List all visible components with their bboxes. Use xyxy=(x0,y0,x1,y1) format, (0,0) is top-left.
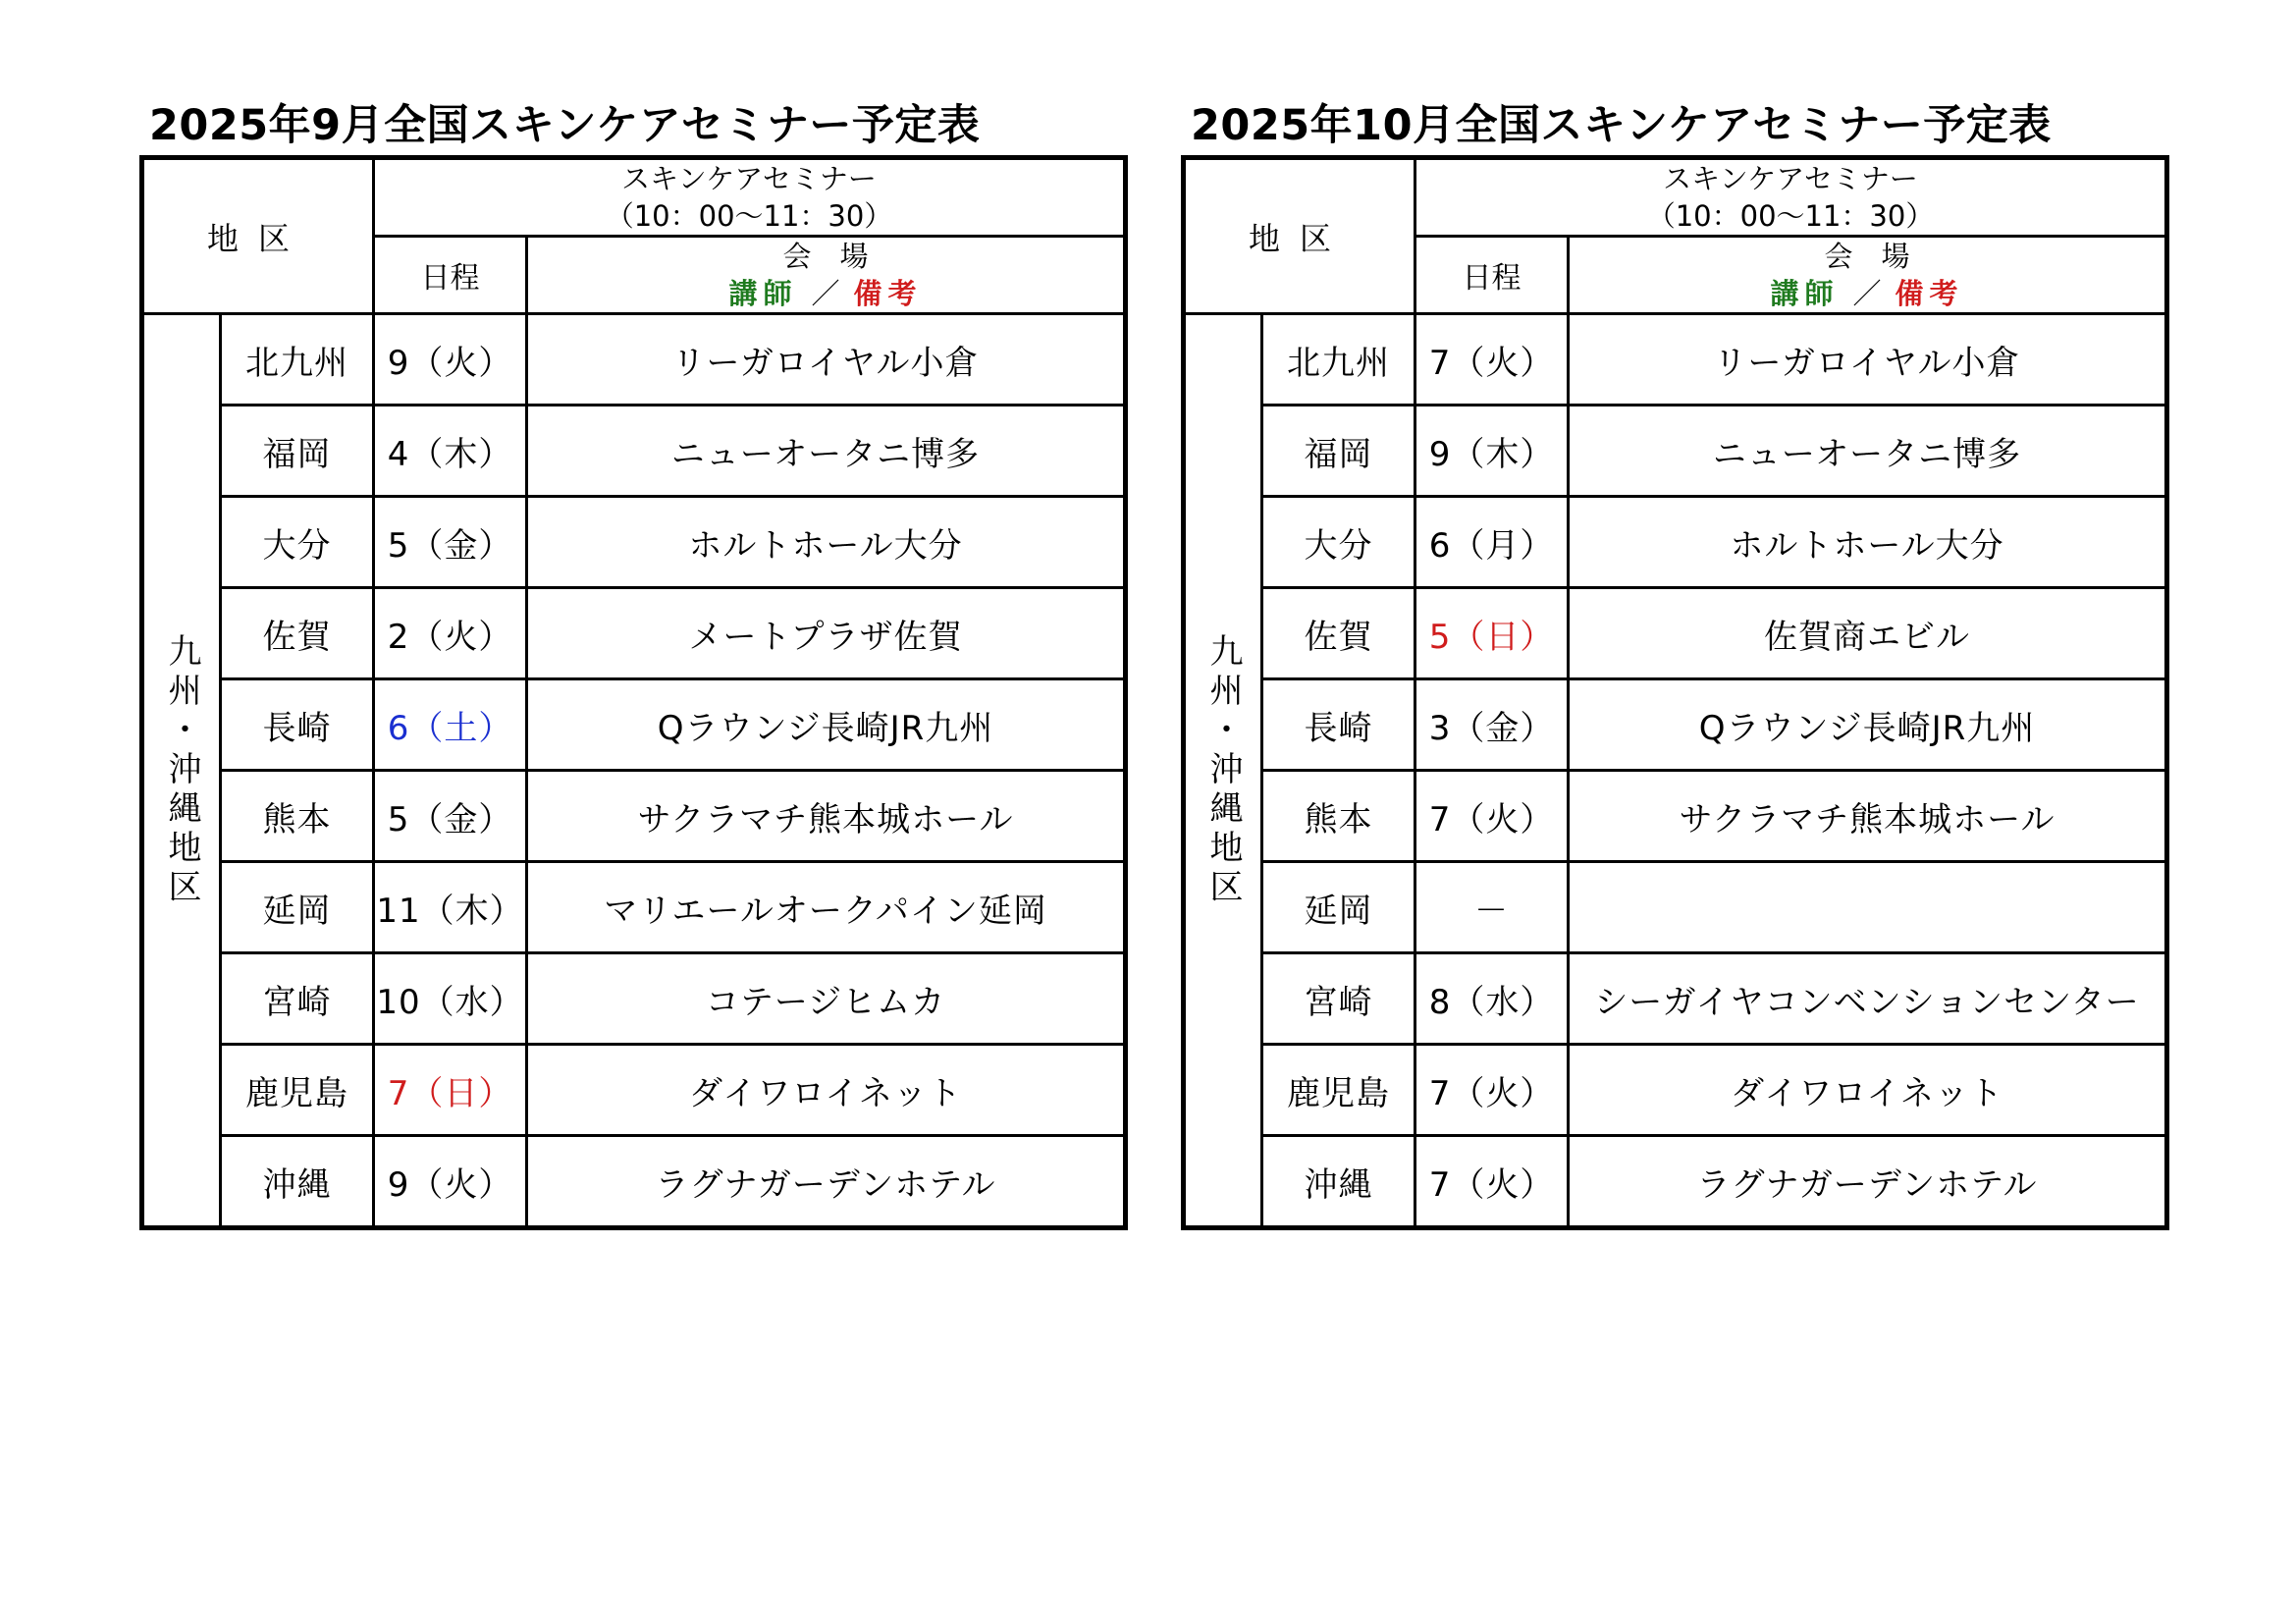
date-cell: 4（木） xyxy=(374,406,527,497)
schedule-row xyxy=(142,588,1126,679)
schedule-table xyxy=(1181,155,2169,1230)
venue-cell: リーガロイヤル小倉 xyxy=(527,314,1126,406)
city-cell: 北九州 xyxy=(1262,314,1415,406)
header-date: 日程 xyxy=(1415,237,1569,314)
venue-cell: 佐賀商エビル xyxy=(1569,588,2167,679)
venue-cell: コテージヒムカ xyxy=(527,953,1126,1045)
schedule-row xyxy=(1184,406,2167,497)
schedule-row xyxy=(1184,953,2167,1045)
city-cell: 鹿児島 xyxy=(221,1045,374,1136)
venue-cell: ラグナガーデンホテル xyxy=(1569,1136,2167,1228)
header-area: 地区 xyxy=(1184,158,1415,314)
header-seminar-time: （10：00～11：30） xyxy=(605,199,893,233)
venue-cell: ダイワロイネット xyxy=(1569,1045,2167,1136)
schedule-row xyxy=(142,406,1126,497)
schedule-row xyxy=(1184,862,2167,953)
date-cell: 5（日） xyxy=(1415,588,1569,679)
schedule-row xyxy=(1184,314,2167,406)
city-cell: 福岡 xyxy=(1262,406,1415,497)
venue-cell: リーガロイヤル小倉 xyxy=(1569,314,2167,406)
date-cell: － xyxy=(1415,862,1569,953)
venue-cell: ホルトホール大分 xyxy=(527,497,1126,588)
schedule-row xyxy=(142,679,1126,771)
header-slash: ／ xyxy=(1852,277,1882,310)
city-cell: 佐賀 xyxy=(1262,588,1415,679)
date-cell: 9（火） xyxy=(374,1136,527,1228)
schedule-row xyxy=(1184,771,2167,862)
venue-cell: サクラマチ熊本城ホール xyxy=(527,771,1126,862)
date-cell: 10（水） xyxy=(374,953,527,1045)
venue-cell: Qラウンジ長崎JR九州 xyxy=(527,679,1126,771)
schedule-row xyxy=(142,771,1126,862)
city-cell: 宮崎 xyxy=(1262,953,1415,1045)
header-seminar-title: スキンケアセミナー xyxy=(621,162,877,195)
schedule-row xyxy=(142,862,1126,953)
city-cell: 熊本 xyxy=(1262,771,1415,862)
schedule-row xyxy=(1184,679,2167,771)
date-cell: 2（火） xyxy=(374,588,527,679)
venue-cell: ニューオータニ博多 xyxy=(1569,406,2167,497)
header-seminar-title: スキンケアセミナー xyxy=(1663,162,1918,195)
header-venue xyxy=(1569,237,2167,314)
date-cell: 6（月） xyxy=(1415,497,1569,588)
city-cell: 大分 xyxy=(221,497,374,588)
schedule-row xyxy=(1184,1045,2167,1136)
header-note: 備考 xyxy=(853,277,923,310)
schedule-row xyxy=(142,1045,1126,1136)
header-seminar xyxy=(1415,158,2167,237)
city-cell: 福岡 xyxy=(221,406,374,497)
city-cell: 宮崎 xyxy=(221,953,374,1045)
date-cell: 9（木） xyxy=(1415,406,1569,497)
venue-cell: ホルトホール大分 xyxy=(1569,497,2167,588)
city-cell: 長崎 xyxy=(221,679,374,771)
schedule-september xyxy=(139,96,1123,1230)
venue-cell: ダイワロイネット xyxy=(527,1045,1126,1136)
date-cell: 8（水） xyxy=(1415,953,1569,1045)
schedule-table xyxy=(139,155,1128,1230)
date-cell: 7（火） xyxy=(1415,771,1569,862)
header-teacher: 講師 xyxy=(1770,277,1840,310)
date-cell: 11（木） xyxy=(374,862,527,953)
header-teacher-note xyxy=(1570,275,2164,312)
venue-cell: ラグナガーデンホテル xyxy=(527,1136,1126,1228)
header-area: 地区 xyxy=(142,158,374,314)
date-cell: 7（火） xyxy=(1415,1045,1569,1136)
schedule-october xyxy=(1181,96,2164,1230)
header-venue xyxy=(527,237,1126,314)
header-seminar-time: （10：00～11：30） xyxy=(1646,199,1935,233)
header-teacher-note xyxy=(528,275,1123,312)
schedule-title: 2025年10月全国スキンケアセミナー予定表 xyxy=(1191,101,2052,150)
venue-cell: マリエールオークパイン延岡 xyxy=(527,862,1126,953)
venue-cell: サクラマチ熊本城ホール xyxy=(1569,771,2167,862)
schedule-title: 2025年9月全国スキンケアセミナー予定表 xyxy=(149,101,981,150)
city-cell: 佐賀 xyxy=(221,588,374,679)
city-cell: 大分 xyxy=(1262,497,1415,588)
schedule-row xyxy=(142,1136,1126,1228)
city-cell: 長崎 xyxy=(1262,679,1415,771)
header-venue-label: 会 場 xyxy=(1824,240,1910,273)
city-cell: 沖縄 xyxy=(1262,1136,1415,1228)
date-cell: 7（日） xyxy=(374,1045,527,1136)
city-cell: 熊本 xyxy=(221,771,374,862)
venue-cell: Qラウンジ長崎JR九州 xyxy=(1569,679,2167,771)
city-cell: 沖縄 xyxy=(221,1136,374,1228)
venue-cell xyxy=(1569,862,2167,953)
date-cell: 5（金） xyxy=(374,497,527,588)
venue-cell: シーガイヤコンベンションセンター xyxy=(1569,953,2167,1045)
city-cell: 北九州 xyxy=(221,314,374,406)
header-note: 備考 xyxy=(1895,277,1964,310)
city-cell: 鹿児島 xyxy=(1262,1045,1415,1136)
header-date: 日程 xyxy=(374,237,527,314)
schedule-row xyxy=(142,314,1126,406)
schedule-row xyxy=(1184,588,2167,679)
date-cell: 3（金） xyxy=(1415,679,1569,771)
venue-cell: ニューオータニ博多 xyxy=(527,406,1126,497)
venue-cell: メートプラザ佐賀 xyxy=(527,588,1126,679)
schedule-row xyxy=(1184,497,2167,588)
header-venue-label: 会 場 xyxy=(782,240,869,273)
region-label: 九州・沖縄地区 xyxy=(142,314,221,1228)
header-teacher: 講師 xyxy=(728,277,798,310)
date-cell: 5（金） xyxy=(374,771,527,862)
header-seminar xyxy=(374,158,1126,237)
date-cell: 7（火） xyxy=(1415,1136,1569,1228)
schedule-row xyxy=(1184,1136,2167,1228)
date-cell: 7（火） xyxy=(1415,314,1569,406)
date-cell: 6（土） xyxy=(374,679,527,771)
header-slash: ／ xyxy=(811,277,840,310)
schedule-row xyxy=(142,953,1126,1045)
date-cell: 9（火） xyxy=(374,314,527,406)
schedule-row xyxy=(142,497,1126,588)
city-cell: 延岡 xyxy=(221,862,374,953)
region-label: 九州・沖縄地区 xyxy=(1184,314,1262,1228)
city-cell: 延岡 xyxy=(1262,862,1415,953)
